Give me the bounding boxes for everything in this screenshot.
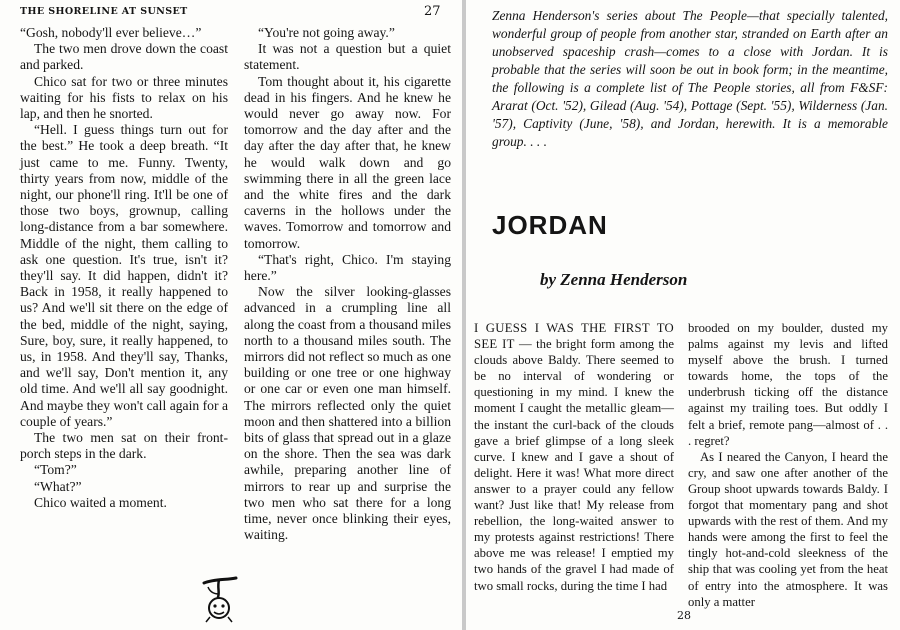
paragraph: Chico sat for two or three minutes waiting for his fists to relax on his lap, and then he snorted. <box>20 73 228 122</box>
paragraph: Chico waited a moment. <box>34 494 167 510</box>
running-head: THE SHORELINE AT SUNSET <box>20 6 188 17</box>
paragraph: It was not a question but a quiet statement. <box>244 41 451 73</box>
paragraph: “Tom?” <box>34 462 77 478</box>
paragraph: “Gosh, nobody'll ever believe…” <box>20 25 202 40</box>
right-page <box>466 0 900 630</box>
editorial-intro: Zenna Henderson's series about The People—that specially talented, wonderful group of people from another star, stranded on Earth after an unobserved spaceship crash—comes to a close with Jordan. It is probable that the series will soon be out in book form; in the meantime, the following is a complete list of The People stories, all from F&SF: Ararat (Oct. '52), Gilead (Aug. '54), Pottage (Sept. '55), Wilderness (Jan. '57), Captivity (June, '58), and Jordan, herewith. It is a memorable group. . . . <box>492 8 888 149</box>
paragraph: “What?” <box>34 478 82 494</box>
byline: by Zenna Henderson <box>540 270 688 289</box>
paragraph: As I neared the Canyon, I heard the cry, and saw one after another of the Group shoot upwards towards Baldy. I forgot that momentary pang and shot upwards with the rest of them. And my hands were among the first to feel the tingly hot-and-cold sleekness of the ship that was cooling yet from the heat of entry into the atmosphere. It was only a matter <box>688 449 888 609</box>
right-column-2 <box>688 320 888 610</box>
opening-small-caps: I GUESS I WAS THE FIRST TO SEE IT <box>474 321 674 352</box>
paragraph: “Hell. I guess things turn out for the best.” He took a deep breath. “It just came to me. Funny. Twenty, thirty years from now, middle of the night, our phone'll ring. It'll be one of those two boys, grownup, calling long-distance from a bar somewhere. Middle of the night, them calling to ask one question. It's true, isn't it? they'll say. It did happen, didn't it? Back in 1958, it really happened to us? And we'll sit there on the edge of the bed, middle of the night, saying, Sure, boy, sure, it really happened, to us, in 1958. And they'll say, Thanks, and we'll say, Don't mention it, any old time. And we'll all say goodnight. And maybe they won't call again for a couple of years.” <box>20 122 228 429</box>
right-column-1 <box>474 320 674 594</box>
paragraph: Now the silver looking-glasses advanced in a crumpling line all along the coast from a thousand miles north to a thousand miles south. The mirrors did not reflect so much as one building or one tree or one highway or one car or even one man himself. The mirrors reflected only the quiet moon and then shattered into a billion bits of glass that spread out in a glaze on the shore. Then the sea was dark awhile, preparing another line of mirrors to rear up and surprise the two men who sat there for a long time, never once blinking their eyes, waiting. <box>244 284 451 543</box>
paragraph: The two men drove down the coast and parked. <box>20 41 228 73</box>
paragraph: The two men sat on their front-porch steps in the dark. <box>20 430 228 462</box>
paragraph: “That's right, Chico. I'm staying here.” <box>244 251 451 284</box>
left-column-2 <box>244 25 451 544</box>
paragraph <box>474 320 674 594</box>
end-ornament-icon <box>198 575 244 625</box>
paragraph: brooded on my boulder, dusted my palms against my levis and lifted myself above the brush. I turned towards home, the tops of the underbrush ticking off the distance against my trailing toes. But oddly I felt a brief, remote pang—almost of . . . regret? <box>688 321 888 448</box>
story-title: JORDAN <box>492 210 608 240</box>
left-column-1 <box>20 25 228 511</box>
paragraph: Tom thought about it, his cigarette dead in his fingers. And he knew he would never go away now. For tomorrow and the day after and the day after the day after that, he knew he would walk down and go swimming there in all the green lace and the white fires and the dark caverns in the hollows under the waves. Tomorrow and tomorrow and tomorrow. <box>244 73 451 251</box>
paragraph-text: — the bright form among the clouds above Baldy. There seemed to be no interval of wondering or questioning in my mind. I knew the moment I caught the metallic gleam—the instant the curl-back of the clouds gave a brief glimpse of a long sleek curve. I knew and I gave a shout of delight. Here it was! What more direct answer to a prayer could any fellow want? Just like that! My release from rebellion, the long-waited answer to my protests against restrictions! There above me was release! I emptied my two hands of the gravel I had made of two small rocks, during the time I had <box>474 337 674 593</box>
paragraph: “You're not going away.” <box>258 25 395 40</box>
page-number-left: 27 <box>424 4 441 19</box>
page-number-right: 28 <box>677 609 691 622</box>
